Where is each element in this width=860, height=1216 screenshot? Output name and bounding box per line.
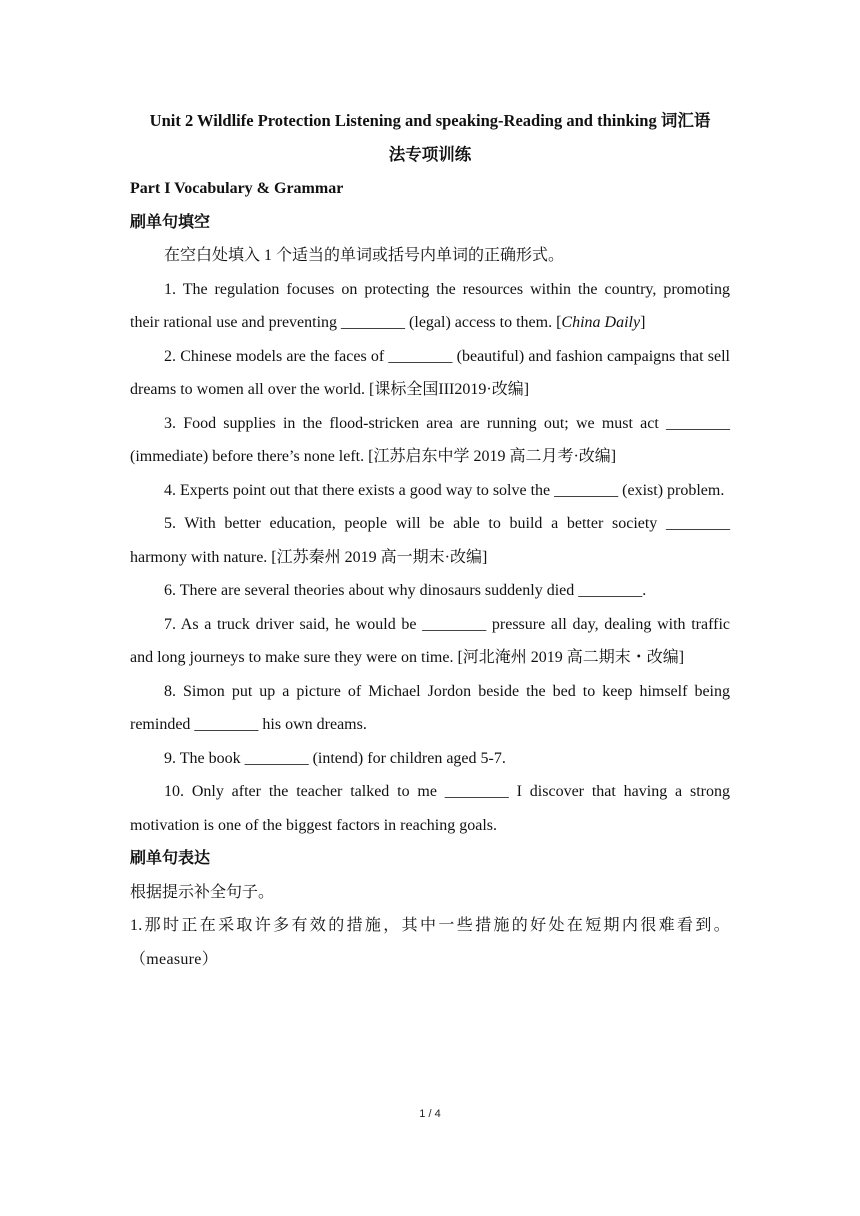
document-title-line2: 法专项训练 bbox=[388, 145, 472, 164]
question-item: 1. The regulation focuses on protecting the resources within the country, promoting their rational use and preventing ________ (legal) access to them. [China Daily] bbox=[130, 280, 730, 331]
question-item: 6. There are several theories about why dinosaurs suddenly died ________. bbox=[164, 582, 647, 599]
question-item: 3. Food supplies in the flood-stricken area are running out; we must act ________ (immediate) before there’s none left. [江苏启东中学 2019 高二月考·改编] bbox=[130, 414, 730, 465]
section-heading-fill-blank: 刷单句填空 bbox=[130, 213, 211, 231]
question-item: 4. Experts point out that there exists a good way to solve the ________ (exist) problem. bbox=[164, 481, 725, 499]
question-item: 9. The book ________ (intend) for children aged 5-7. bbox=[164, 749, 506, 767]
section-heading-translation: 刷单句表达 bbox=[130, 850, 211, 867]
question-item: 8. Simon put up a picture of Michael Jordon beside the bed to keep himself being reminded ________ his own dreams. bbox=[130, 682, 730, 733]
page-content bbox=[130, 104, 730, 976]
question-item: 10. Only after the teacher talked to me ________ I discover that having a strong motivation is one of the biggest factors in reaching goals. bbox=[130, 783, 730, 834]
part-heading: Part I Vocabulary & Grammar bbox=[130, 180, 344, 197]
document-title: Unit 2 Wildlife Protection Listening and speaking-Reading and thinking 词汇语 bbox=[149, 111, 711, 130]
translation-question: 1.那时正在采取许多有效的措施，其中一些措施的好处在短期内很难看到。（measure） bbox=[130, 917, 730, 968]
question-item: 7. As a truck driver said, he would be ________ pressure all day, dealing with traffic and long journeys to make sure they were on time. [河北淹州 2019 高二期末・改编] bbox=[130, 615, 730, 666]
question-item: 2. Chinese models are the faces of ________ (beautiful) and fashion campaigns that sell dreams to women all over the world. [课标全国III2019·改编] bbox=[130, 347, 730, 398]
question-item: 5. With better education, people will be able to build a better society ________ harmony with nature. [江苏秦州 2019 高一期末·改编] bbox=[130, 515, 730, 566]
section-instruction: 在空白处填入 1 个适当的单词或括号内单词的正确形式。 bbox=[164, 247, 565, 264]
section-instruction: 根据提示补全句子。 bbox=[130, 883, 275, 901]
page-number: 1 / 4 bbox=[419, 1108, 441, 1120]
